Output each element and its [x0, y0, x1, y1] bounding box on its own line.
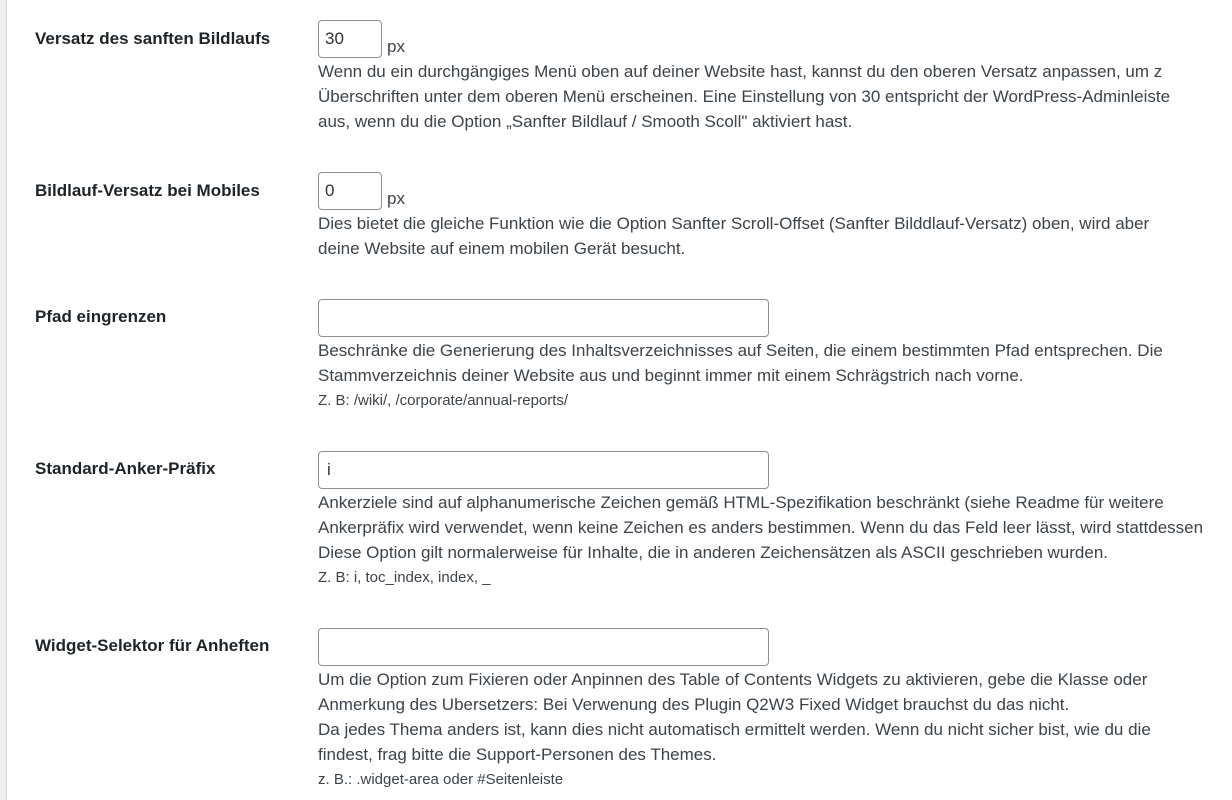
setting-description-line: Ankerpräfix wird verwendet, wenn keine Zeichen es anders bestimmen. Wenn du das Feld leer lässt, wird stattdessen [318, 518, 1204, 537]
setting-description-line: Stammverzeichnis deiner Website aus und beginnt immer mit einem Schrägstrich nach vorne. [318, 366, 1024, 385]
anchor-prefix-input[interactable] [318, 451, 769, 489]
setting-description-line: Dies bietet die gleiche Funktion wie die Option Sanfter Scroll-Offset (Sanfter Bilddlauf-Versatz) oben, wird aber [318, 214, 1150, 233]
setting-description-line: Beschränke die Generierung des Inhaltsverzeichnisses auf Seiten, die einem bestimmten Pfad entsprechen. Die [318, 341, 1163, 360]
widget-selector-input[interactable] [318, 628, 769, 666]
setting-example: z. B.: .widget-area oder #Seitenleiste [318, 771, 564, 788]
setting-description-line: Um die Option zum Fixieren oder Anpinnen des Table of Contents Widgets zu aktivieren, gebe die Klasse oder [318, 670, 1148, 689]
setting-description-line: Da jedes Thema anders ist, kann dies nicht automatisch ermittelt werden. Wenn du nicht sicher bist, wie du die [318, 720, 1151, 739]
smooth-scroll-offset-input[interactable] [318, 20, 382, 58]
setting-description-line: Wenn du ein durchgängiges Menü oben auf deiner Website hast, kannst du den oberen Versatz anpassen, um z [318, 62, 1163, 81]
setting-description-line: deine Website auf einem mobilen Gerät besucht. [318, 239, 686, 258]
setting-description-line: Ankerziele sind auf alphanumerische Zeichen gemäß HTML-Spezifikation beschränkt (siehe Readme für weitere [318, 493, 1164, 512]
setting-field [318, 20, 1232, 134]
limit-path-input[interactable] [318, 299, 769, 337]
setting-example: Z. B: /wiki/, /corporate/annual-reports/ [318, 392, 569, 409]
setting-description-line: Anmerkung des Ubersetzers: Bei Verwenung des Plugin Q2W3 Fixed Widget brauchst du das nicht. [318, 695, 1070, 714]
unit-label: px [387, 37, 405, 56]
setting-description-line: findest, frag bitte die Support-Personen des Themes. [318, 745, 717, 764]
setting-field [318, 628, 1232, 793]
admin-sidebar-edge [0, 0, 7, 800]
setting-description-line: Überschriften unter dem oberen Menü erscheinen. Eine Einstellung von 30 entspricht der WordPress-Adminleiste [318, 87, 1171, 106]
setting-label: Widget-Selektor für Anheften [35, 636, 270, 655]
setting-field [318, 172, 1232, 261]
setting-example: Z. B: i, toc_index, index, _ [318, 569, 491, 586]
setting-label: Bildlauf-Versatz bei Mobiles [35, 181, 260, 200]
setting-field [318, 299, 1232, 414]
setting-field [318, 451, 1232, 591]
unit-label: px [387, 189, 405, 208]
setting-description-line: Diese Option gilt normalerweise für Inhalte, die in anderen Zeichensätzen als ASCII geschrieben wurden. [318, 543, 1108, 562]
setting-description-line: aus, wenn du die Option „Sanfter Bildlauf / Smooth Scoll" aktiviert hast. [318, 112, 853, 131]
setting-label: Versatz des sanften Bildlaufs [35, 29, 271, 48]
mobile-scroll-offset-input[interactable] [318, 172, 382, 210]
setting-label: Pfad eingrenzen [35, 307, 167, 326]
setting-label: Standard-Anker-Präfix [35, 459, 216, 478]
